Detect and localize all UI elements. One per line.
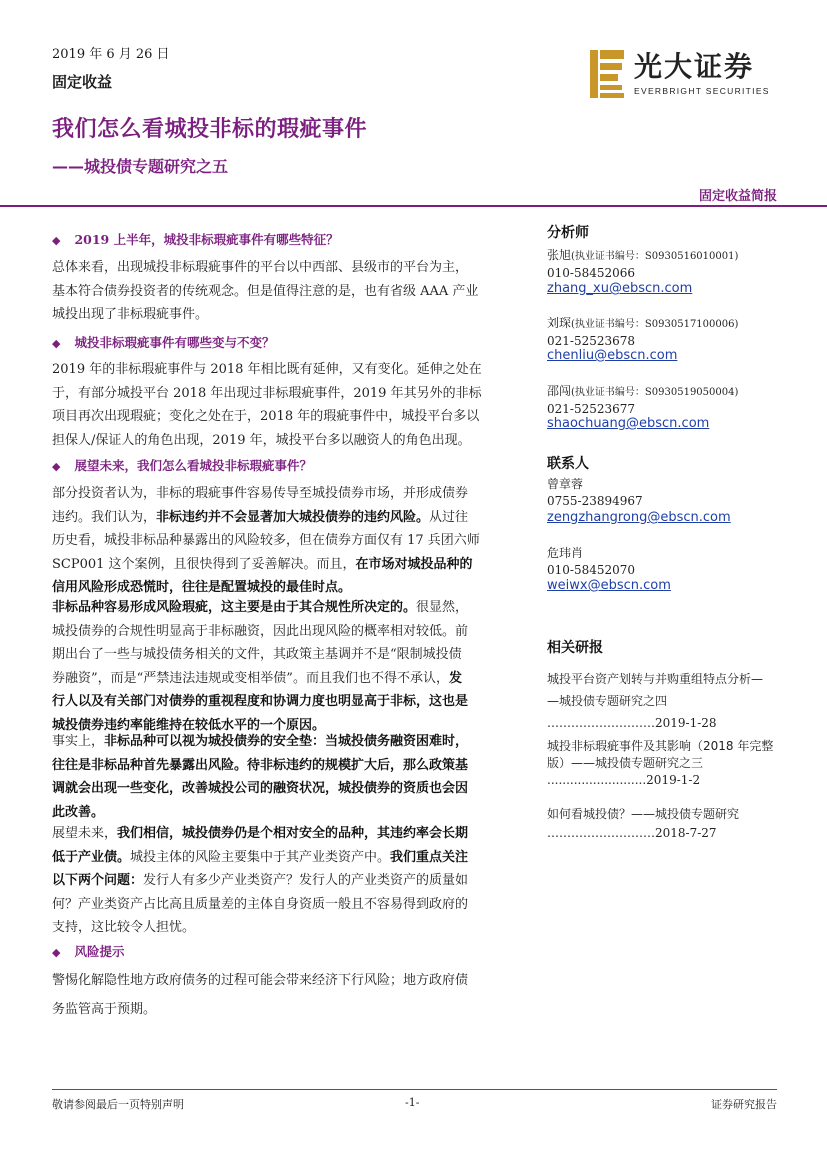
analyst-liuchen: 刘琛(执业证书编号：S0930517100006) 021-52523678 <box>547 316 739 348</box>
logo-mark-icon <box>590 50 624 98</box>
section-heading-3: ◆ 展望未来，我们怎么看城投非标瑕疵事件？ <box>52 458 312 473</box>
related-report-1[interactable]: 城投平台资产划转与并购重组特点分析— —城投债专题研究之四 ………………………2019-1-28 <box>547 672 764 730</box>
section-3-paragraph-2: 非标品种容易形成风险瑕疵，这主要是由于其合规性所决定的。很显然， 城投债券的合规性明显高于非标融资，因此出现风险的概率相对较低。前 期出台了一些与城投债务相关的文件，其政策主基调并不是“限制城投债 券融资”，而是“严禁违法违规或变相举债”。而且我们也不得不承认，发 行人以及有关部门对债券的重视程度和协调力度也明显高于非标，这也是 城投债券违约率能维持在较低水平的一个原因。 <box>52 600 469 733</box>
email-link-weiwx[interactable]: weiwx@ebscn.com <box>547 578 671 593</box>
section-1-paragraph: 总体来看，出现城投非标瑕疵事件的平台以中西部、县级市的平台为主， 基本符合债券投资者的传统观念。但是值得注意的是，也有省级 AAA 产业 城投出现了非标瑕疵事件。 <box>52 260 479 322</box>
diamond-bullet-icon: ◆ <box>52 337 61 350</box>
section-3-paragraph-1: 部分投资者认为，非标的瑕疵事件容易传导至城投债券市场，并形成债券 违约。我们认为，非标违约并不会显著加大城投债券的违约风险。从过往 历史看，城投非标品种暴露出的风险较多，但在债券方面仅有 17 兵团六师 SCP001 这个案例，且很快得到了妥善解决。而且，在市场对城投品种的 信用风险形成恐慌时，往往是配置城投的最佳时点。 <box>52 486 480 595</box>
contact-zengzhangrong: 曾章蓉 0755-23894967 <box>547 477 643 508</box>
section-heading-risk: ◆ 风险提示 <box>52 944 125 959</box>
footer-report-label: 证券研究报告 <box>711 1098 777 1111</box>
risk-paragraph: 警惕化解隐性地方政府债务的过程可能会带来经济下行风险；地方政府债 务监管高于预期。 <box>52 973 469 1017</box>
related-report-3[interactable]: 如何看城投债？——城投债专题研究 ………………………2018-7-27 <box>547 807 740 840</box>
contacts-heading: 联系人 <box>547 456 589 472</box>
section-heading-1: ◆ 2019 上半年，城投非标瑕疵事件有哪些特征？ <box>52 232 339 247</box>
logo-text-en: EVERBRIGHT SECURITIES <box>634 86 770 96</box>
analyst-shaochuang: 邵闯(执业证书编号：S0930519050004) 021-52523677 <box>547 384 739 416</box>
diamond-bullet-icon: ◆ <box>52 946 61 959</box>
footer-disclaimer: 敬请参阅最后一页特别声明 <box>52 1098 184 1111</box>
section-3-paragraph-3: 事实上，非标品种可以视为城投债券的安全垫：当城投债务融资困难时， 往往是非标品种首先暴露出风险。待非标违约的规模扩大后，那么政策基 调就会出现一些变化，改善城投公司的融资状况，城投债券的资质也会因 此改善。 <box>52 734 469 820</box>
section-heading-2: ◆ 城投非标瑕疵事件有哪些变与不变？ <box>52 335 275 350</box>
contact-weiweixiao: 危玮肖 010-58452070 <box>547 546 636 577</box>
analyst-zhangxu: 张旭(执业证书编号：S0930516010001) 010-58452066 <box>547 248 739 280</box>
section-3-paragraph-4: 展望未来，我们相信，城投债券仍是个相对安全的品种，其违约率会长期 低于产业债。城投主体的风险主要集中于其产业类资产中。我们重点关注 以下两个问题：发行人有多少产业类资产？发行人的产业类资产的质量如 何？产业类资产占比高且质量差的主体自身资质一般且不容易得到政府的 支持，这比较令人担忧。 <box>52 826 469 935</box>
email-link-zengzhangrong[interactable]: zengzhangrong@ebscn.com <box>547 510 731 525</box>
analysts-heading: 分析师 <box>547 225 589 241</box>
page-number: -1- <box>405 1096 420 1109</box>
diamond-bullet-icon: ◆ <box>52 460 61 473</box>
report-title: 我们怎么看城投非标的瑕疵事件 <box>52 117 368 142</box>
report-category: 固定收益 <box>52 73 113 91</box>
header-divider <box>0 205 827 207</box>
related-research-heading: 相关研报 <box>547 640 603 656</box>
related-report-2[interactable]: 城投非标瑕疵事件及其影响（2018 年完整 版）——城投债专题研究之三 ..........................2019-1-2 <box>547 739 774 787</box>
report-date: 2019 年 6 月 26 日 <box>52 47 170 62</box>
email-link-liuchen[interactable]: chenliu@ebscn.com <box>547 348 678 363</box>
logo-text-cn: 光大证券 <box>634 50 755 83</box>
everbright-logo <box>590 50 780 98</box>
email-link-zhangxu[interactable]: zhang_xu@ebscn.com <box>547 281 693 296</box>
diamond-bullet-icon: ◆ <box>52 234 61 247</box>
email-link-shaochuang[interactable]: shaochuang@ebscn.com <box>547 416 710 431</box>
section-2-paragraph: 2019 年的非标瑕疵事件与 2018 年相比既有延伸，又有变化。延伸之处在 于，有部分城投平台 2018 年出现过非标瑕疵事件，2019 年其另外的非标 项目再次出现瑕疵；变化之处在于，2018 年的瑕疵事件中，城投平台多以 担保人/保证人的角色出现，2019 年，城投平台多以融资人的角色出现。 <box>52 362 482 448</box>
footer-divider <box>52 1089 777 1090</box>
report-type-label: 固定收益简报 <box>698 189 777 204</box>
report-subtitle: ——城投债专题研究之五 <box>52 157 229 176</box>
